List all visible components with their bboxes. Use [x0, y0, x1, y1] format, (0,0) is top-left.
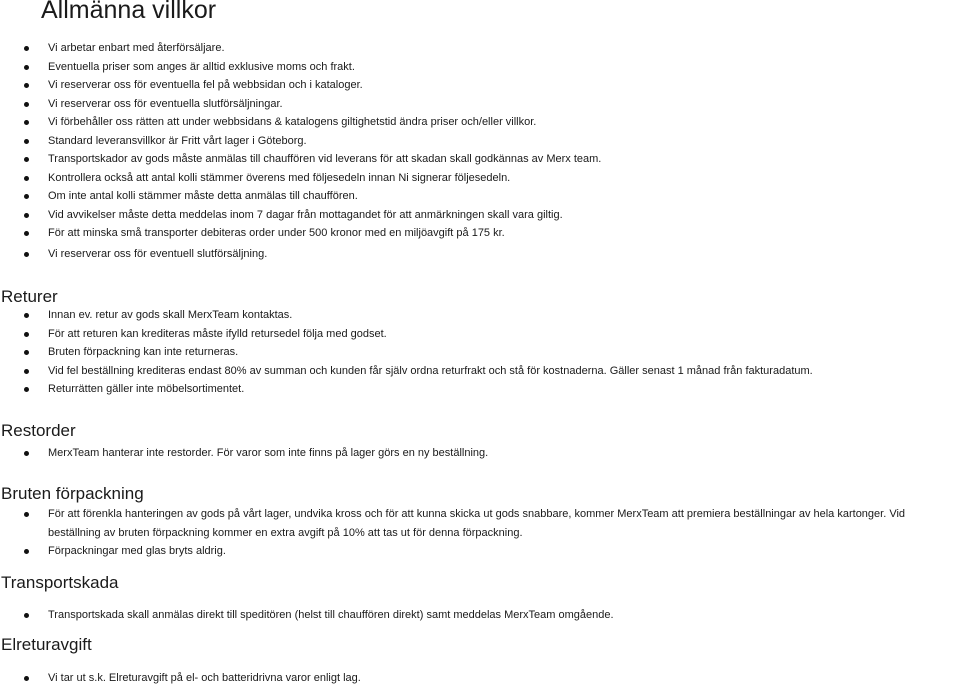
list-item: Vi tar ut s.k. Elreturavgift på el- och batteridrivna varor enligt lag. [0, 669, 958, 688]
list-item: Innan ev. retur av gods skall MerxTeam kontaktas. [0, 306, 958, 325]
bullet-icon [24, 512, 29, 517]
list-item: Vi förbehåller oss rätten att under webbsidans & katalogens giltighetstid ändra priser och/eller villkor. [0, 113, 958, 132]
bullet-icon [24, 46, 29, 51]
bullet-icon [24, 194, 29, 199]
list-item: Vi reserverar oss för eventuell slutförsäljning. [0, 245, 958, 264]
bullet-icon [24, 139, 29, 144]
bullet-icon [24, 213, 29, 218]
list-item: Vi reserverar oss för eventuella fel på webbsidan och i kataloger. [0, 76, 958, 95]
bullet-icon [24, 83, 29, 88]
section-heading-transportskada: Transportskada [1, 573, 119, 592]
list-item: Vi reserverar oss för eventuella slutförsäljningar. [0, 95, 958, 114]
restorder-list [0, 444, 958, 463]
bullet-icon [24, 120, 29, 125]
list-item: Vid avvikelser måste detta meddelas inom 7 dagar från mottagandet för att anmärkningen skall vara giltig. [0, 206, 958, 225]
list-item: Standard leveransvillkor är Fritt vårt lager i Göteborg. [0, 132, 958, 151]
list-item: Eventuella priser som anges är alltid exklusive moms och frakt. [0, 58, 958, 77]
list-item: Bruten förpackning kan inte returneras. [0, 343, 958, 362]
bullet-icon [24, 252, 29, 257]
bullet-icon [24, 313, 29, 318]
list-item: För att minska små transporter debiteras order under 500 kronor med en miljöavgift på 175 kr. [0, 224, 958, 243]
bullet-icon [24, 332, 29, 337]
bullet-icon [24, 231, 29, 236]
transportskada-list [0, 606, 958, 625]
bruten-forpackning-list [0, 505, 958, 561]
section-heading-bruten-forpackning: Bruten förpackning [1, 484, 144, 503]
list-item: MerxTeam hanterar inte restorder. För varor som inte finns på lager görs en ny beställning. [0, 444, 958, 463]
bullet-icon [24, 157, 29, 162]
list-item: För att returen kan krediteras måste ifylld retursedel följa med godset. [0, 325, 958, 344]
bullet-icon [24, 102, 29, 107]
bullet-icon [24, 350, 29, 355]
list-item: För att förenkla hanteringen av gods på vårt lager, undvika kross och för att kunna skicka ut gods snabbare, kommer MerxTeam att premiera beställningar av hela kartonger. Vid beställning av bruten förpackning kommer en extra avgift på 10% att tas ut för denna förpackning. [0, 505, 958, 542]
list-item: Om inte antal kolli stämmer måste detta anmälas till chauffören. [0, 187, 958, 206]
page-title: Allmänna villkor [41, 0, 217, 24]
list-item: Vi arbetar enbart med återförsäljare. [0, 39, 958, 58]
list-item: Kontrollera också att antal kolli stämmer överens med följesedeln innan Ni signerar följesedeln. [0, 169, 958, 188]
bullet-icon [24, 549, 29, 554]
section-heading-restorder: Restorder [1, 421, 76, 440]
bullet-icon [24, 387, 29, 392]
bullet-icon [24, 65, 29, 70]
bullet-icon [24, 451, 29, 456]
bullet-icon [24, 613, 29, 618]
elreturavgift-list [0, 669, 958, 688]
list-item: Returrätten gäller inte möbelsortimentet. [0, 380, 958, 399]
bullet-icon [24, 369, 29, 374]
returer-list [0, 306, 958, 399]
allmanna-villkor-list [0, 39, 958, 263]
section-heading-returer: Returer [1, 287, 58, 306]
list-item: Transportskada skall anmälas direkt till speditören (helst till chauffören direkt) samt meddelas MerxTeam omgående. [0, 606, 958, 625]
bullet-icon [24, 176, 29, 181]
list-item: Förpackningar med glas bryts aldrig. [0, 542, 958, 561]
section-heading-elreturavgift: Elreturavgift [1, 635, 92, 654]
list-item: Vid fel beställning krediteras endast 80% av summan och kunden får själv ordna returfrakt och stå för kostnaderna. Gäller senast 1 månad från fakturadatum. [0, 362, 958, 381]
bullet-icon [24, 676, 29, 681]
list-item: Transportskador av gods måste anmälas till chauffören vid leverans för att skadan skall godkännas av Merx team. [0, 150, 958, 169]
